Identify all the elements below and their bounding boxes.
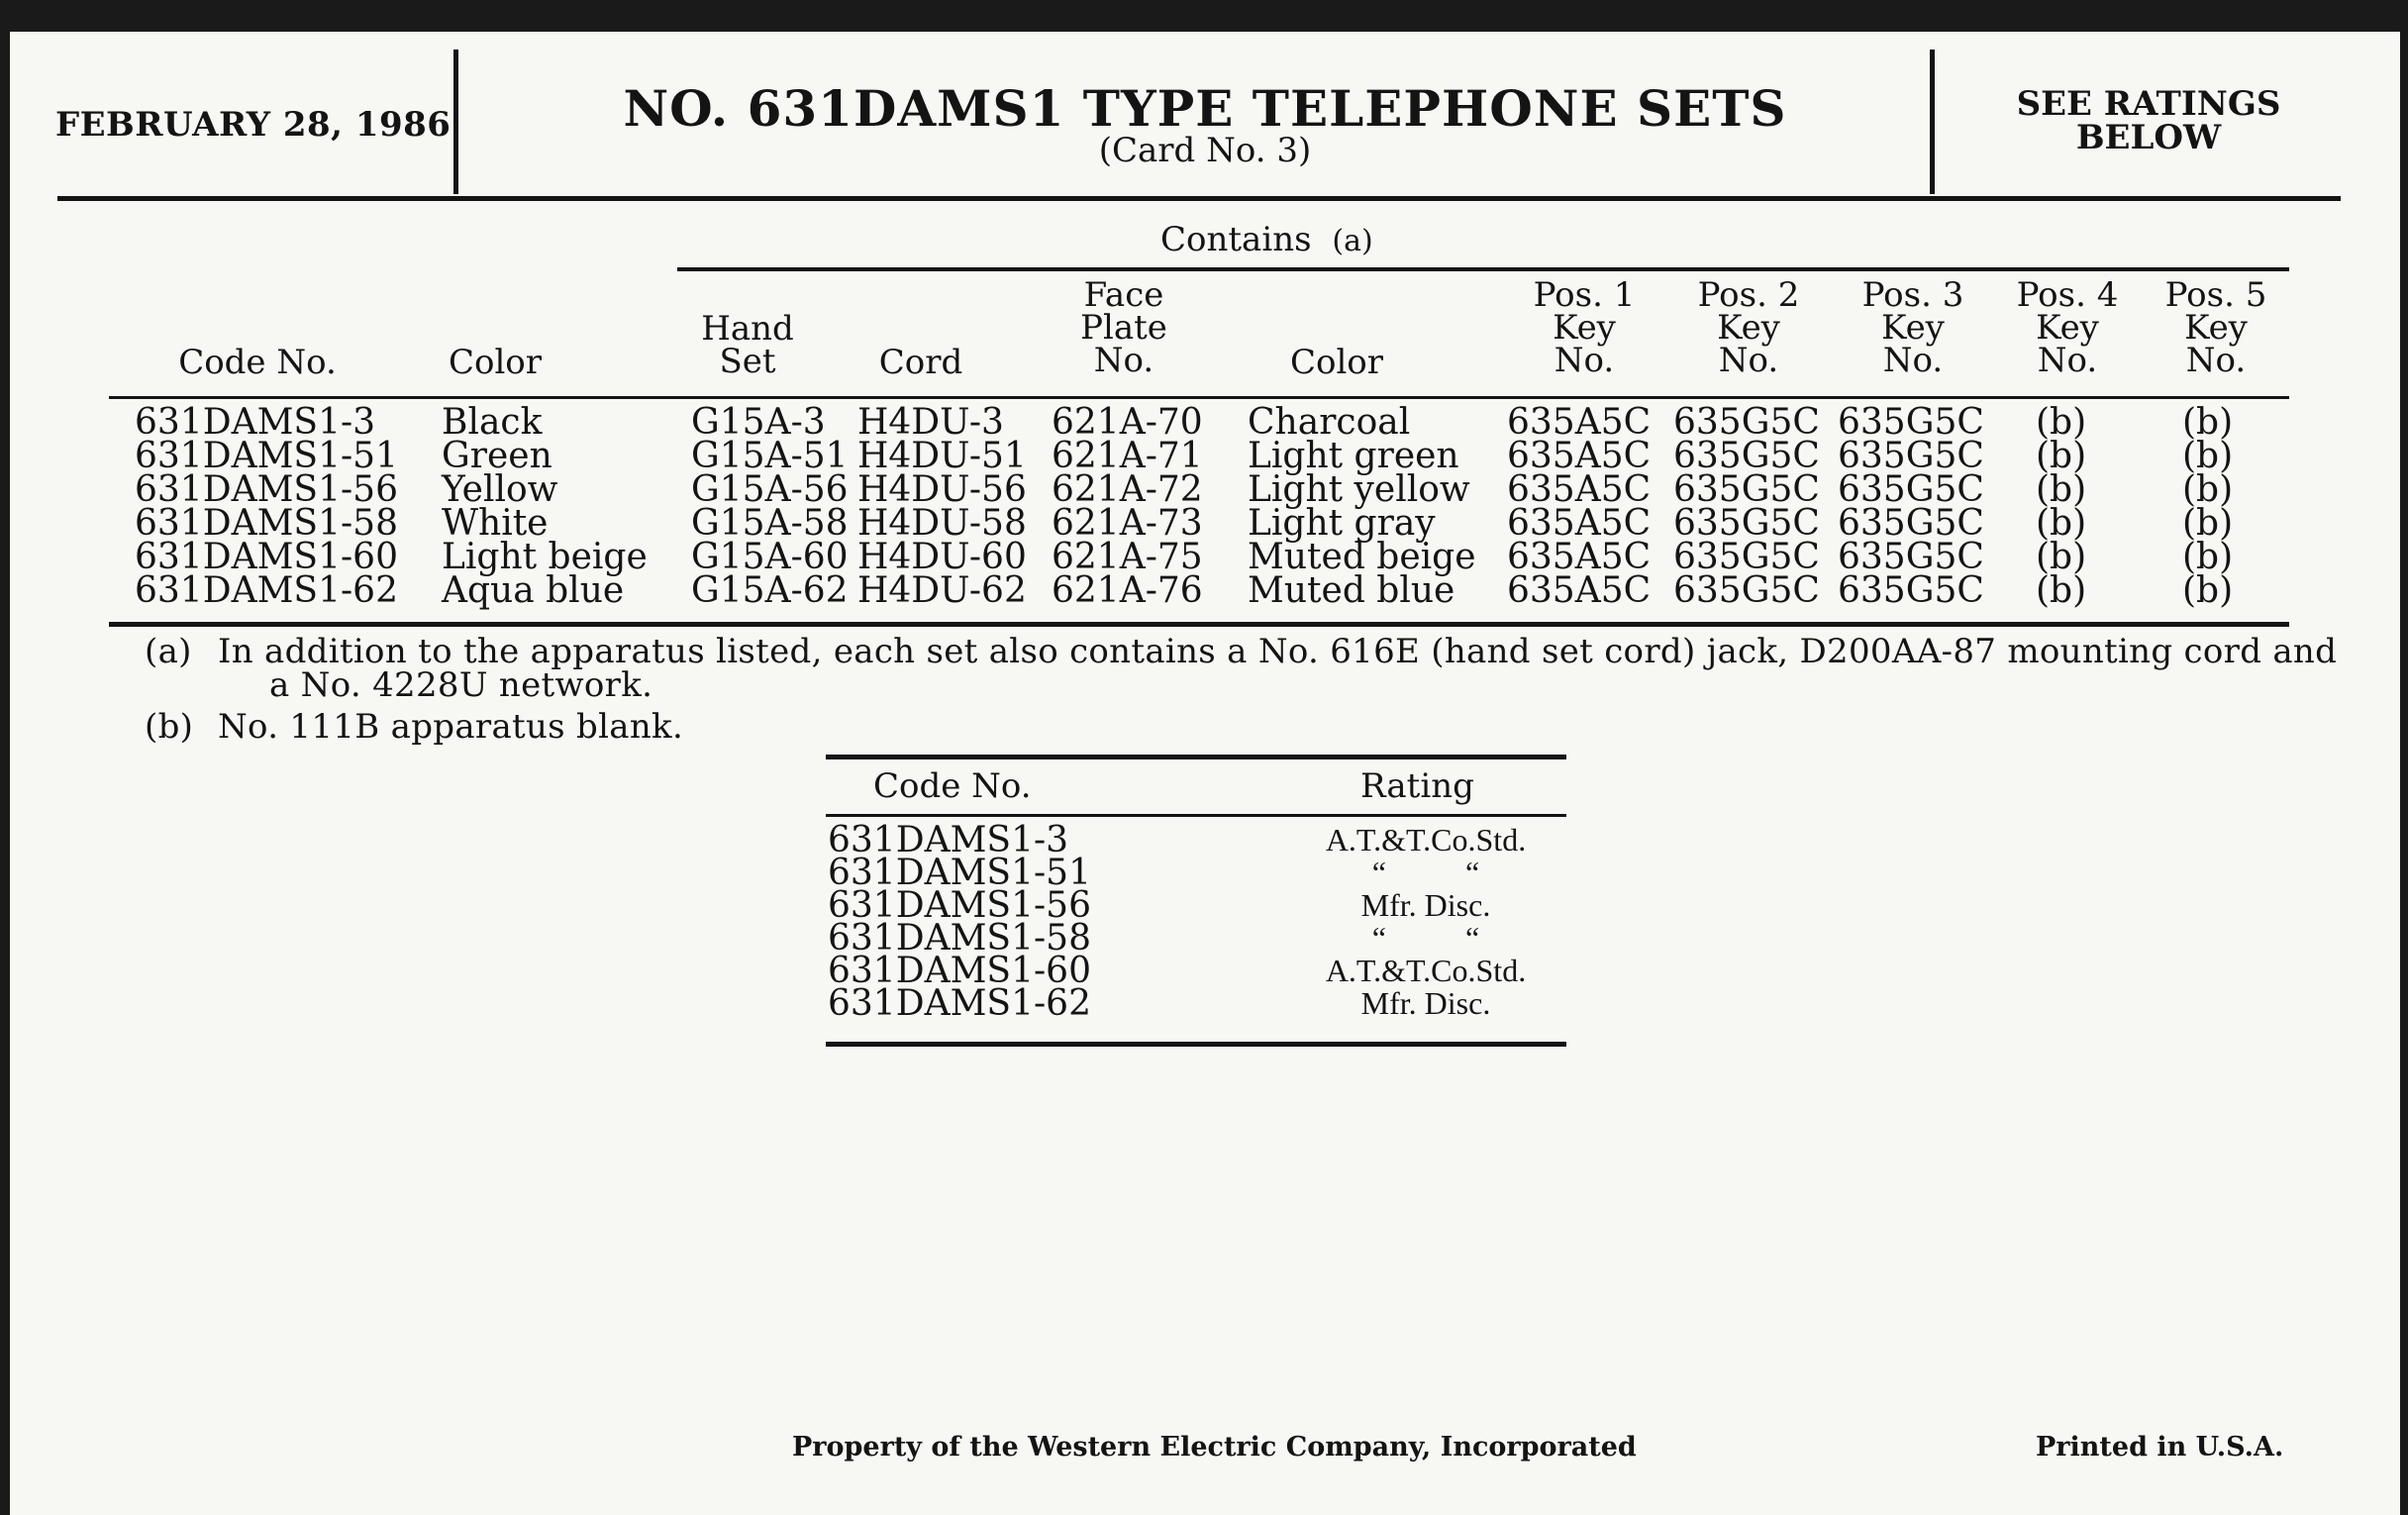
column-cord (857, 402, 1027, 611)
cell-color: Black (442, 402, 543, 443)
cell-pos2: 635G5C (1673, 537, 1820, 577)
cell-pos2: 635G5C (1673, 570, 1820, 611)
footer-printed: Printed in U.S.A. (2036, 1432, 2284, 1463)
ratings-top-rule (826, 755, 1566, 759)
column-pos2 (1673, 402, 1820, 611)
footnote-a-line1: In addition to the apparatus listed, each set also contains a No. 616E (hand set cord) jack, D200AA-87 mounting cord and (218, 632, 2338, 671)
rating-code: 631DAMS1-51 (828, 853, 1091, 893)
cell-pos5: (b) (2182, 436, 2234, 476)
cell-face-plate: 621A-75 (1052, 537, 1203, 577)
cell-code: 631DAMS1-60 (135, 537, 398, 577)
column-code (135, 402, 398, 611)
cell-pos4: (b) (2036, 537, 2087, 577)
header-pos3: Pos. 3 Key No. (1861, 275, 1964, 380)
cell-pos4: (b) (2036, 436, 2087, 476)
document-title: NO. 631DAMS1 TYPE TELEPHONE SETS (623, 79, 1787, 138)
cell-cord: H4DU-60 (857, 537, 1027, 577)
table-header-rule (109, 396, 2289, 399)
cell-pos3: 635G5C (1838, 570, 1984, 611)
header-color: Color (448, 343, 543, 382)
column-pos5 (2182, 402, 2234, 611)
cell-pos4: (b) (2036, 570, 2087, 611)
cell-code: 631DAMS1-58 (135, 503, 398, 544)
cell-hand-set: G15A-56 (691, 469, 849, 510)
cell-face-plate: 621A-76 (1052, 570, 1203, 611)
rating-code: 631DAMS1-60 (828, 951, 1091, 991)
rating-code: 631DAMS1-62 (828, 983, 1091, 1024)
column-pos4 (2036, 402, 2087, 611)
cell-plate-color: Light yellow (1248, 469, 1470, 510)
footnote-b-marker: (b) (145, 707, 194, 747)
cell-cord: H4DU-56 (857, 469, 1027, 510)
header-divider-right (1930, 50, 1935, 194)
cell-pos5: (b) (2182, 570, 2234, 611)
header-hand-set: Hand Set (701, 309, 794, 381)
cell-pos3: 635G5C (1838, 436, 1984, 476)
column-hand-set (691, 402, 849, 611)
cell-code: 631DAMS1-62 (135, 570, 398, 611)
cell-plate-color: Light gray (1248, 503, 1436, 544)
cell-pos1: 635A5C (1507, 436, 1652, 476)
cell-hand-set: G15A-3 (691, 402, 826, 443)
ratings-header-rule (826, 814, 1566, 817)
column-plate-color (1248, 402, 1476, 611)
cell-pos4: (b) (2036, 402, 2087, 443)
column-color (442, 402, 648, 611)
rating-value: “ “ (1371, 920, 1480, 956)
cell-plate-color: Muted beige (1248, 537, 1476, 577)
cell-cord: H4DU-58 (857, 503, 1027, 544)
ratings-bottom-rule (826, 1042, 1566, 1047)
header-pos1: Pos. 1 Key No. (1533, 275, 1636, 380)
ratings-column-code (828, 820, 1091, 1024)
column-face-plate (1052, 402, 1203, 611)
cell-cord: H4DU-62 (857, 570, 1027, 611)
cell-hand-set: G15A-58 (691, 503, 849, 544)
rating-value: Mfr. Disc. (1360, 985, 1491, 1021)
footnote-a-marker: (a) (145, 632, 192, 671)
cell-face-plate: 621A-70 (1052, 402, 1203, 443)
cell-pos5: (b) (2182, 402, 2234, 443)
header-face-plate: Face Plate No. (1080, 275, 1167, 380)
rating-value: A.T.&T.Co.Std. (1325, 822, 1527, 858)
cell-cord: H4DU-51 (857, 436, 1027, 476)
cell-pos1: 635A5C (1507, 402, 1652, 443)
cell-pos5: (b) (2182, 469, 2234, 510)
header-cord: Cord (878, 343, 963, 382)
cell-color: White (442, 503, 549, 544)
rating-value: “ “ (1371, 855, 1480, 890)
ratings-column-rating (1248, 824, 1604, 1020)
rating-value: A.T.&T.Co.Std. (1325, 953, 1527, 988)
cell-pos2: 635G5C (1673, 436, 1820, 476)
ratings-note-line1: SEE RATINGS (2016, 84, 2281, 124)
cell-color: Light beige (442, 537, 648, 577)
ratings-header-rating: Rating (1360, 766, 1474, 806)
cell-pos1: 635A5C (1507, 570, 1652, 611)
contains-footnote-ref: (a) (1332, 224, 1373, 258)
cell-pos3: 635G5C (1838, 503, 1984, 544)
cell-hand-set: G15A-51 (691, 436, 849, 476)
document-date: FEBRUARY 28, 1986 (55, 105, 452, 145)
cell-pos2: 635G5C (1673, 469, 1820, 510)
cell-color: Green (442, 436, 552, 476)
cell-pos4: (b) (2036, 503, 2087, 544)
cell-pos1: 635A5C (1507, 503, 1652, 544)
cell-plate-color: Muted blue (1248, 570, 1455, 611)
card-number: (Card No. 3) (1098, 131, 1312, 170)
cell-code: 631DAMS1-3 (135, 402, 376, 443)
ratings-note (1951, 84, 2347, 157)
column-pos1 (1507, 402, 1652, 611)
cell-pos3: 635G5C (1838, 469, 1984, 510)
rating-code: 631DAMS1-58 (828, 918, 1091, 959)
header-pos4: Pos. 4 Key No. (2016, 275, 2119, 380)
cell-pos3: 635G5C (1838, 537, 1984, 577)
table-bottom-rule (109, 622, 2289, 627)
cell-color: Yellow (442, 469, 558, 510)
header-code-no: Code No. (178, 343, 337, 382)
cell-code: 631DAMS1-56 (135, 469, 398, 510)
cell-pos3: 635G5C (1838, 402, 1984, 443)
cell-pos5: (b) (2182, 503, 2234, 544)
footnote-b-text: No. 111B apparatus blank. (218, 707, 684, 747)
cell-face-plate: 621A-72 (1052, 469, 1203, 510)
cell-code: 631DAMS1-51 (135, 436, 398, 476)
ratings-header-code: Code No. (873, 766, 1032, 806)
header-pos2: Pos. 2 Key No. (1697, 275, 1800, 380)
header-rule (57, 196, 2341, 201)
cell-pos1: 635A5C (1507, 469, 1652, 510)
cell-face-plate: 621A-71 (1052, 436, 1203, 476)
header-pos5: Pos. 5 Key No. (2164, 275, 2267, 380)
document-card (10, 32, 2400, 1515)
cell-hand-set: G15A-62 (691, 570, 849, 611)
cell-plate-color: Charcoal (1248, 402, 1411, 443)
cell-plate-color: Light green (1248, 436, 1459, 476)
rating-code: 631DAMS1-56 (828, 885, 1091, 926)
cell-face-plate: 621A-73 (1052, 503, 1203, 544)
contains-group-header (1160, 220, 1373, 259)
footer-property: Property of the Western Electric Company, Incorporated (792, 1432, 1637, 1463)
contains-label: Contains (1160, 220, 1312, 259)
rating-value: Mfr. Disc. (1360, 887, 1491, 923)
footnote-a-line2: a No. 4228U network. (269, 665, 653, 705)
column-pos3 (1838, 402, 1984, 611)
cell-pos5: (b) (2182, 537, 2234, 577)
cell-color: Aqua blue (442, 570, 625, 611)
cell-pos4: (b) (2036, 469, 2087, 510)
cell-pos2: 635G5C (1673, 503, 1820, 544)
rating-code: 631DAMS1-3 (828, 820, 1069, 860)
cell-pos2: 635G5C (1673, 402, 1820, 443)
cell-hand-set: G15A-60 (691, 537, 849, 577)
cell-pos1: 635A5C (1507, 537, 1652, 577)
cell-cord: H4DU-3 (857, 402, 1004, 443)
header-plate-color: Color (1289, 343, 1384, 382)
ratings-note-line2: BELOW (2075, 118, 2222, 157)
contains-rule (677, 267, 2289, 271)
